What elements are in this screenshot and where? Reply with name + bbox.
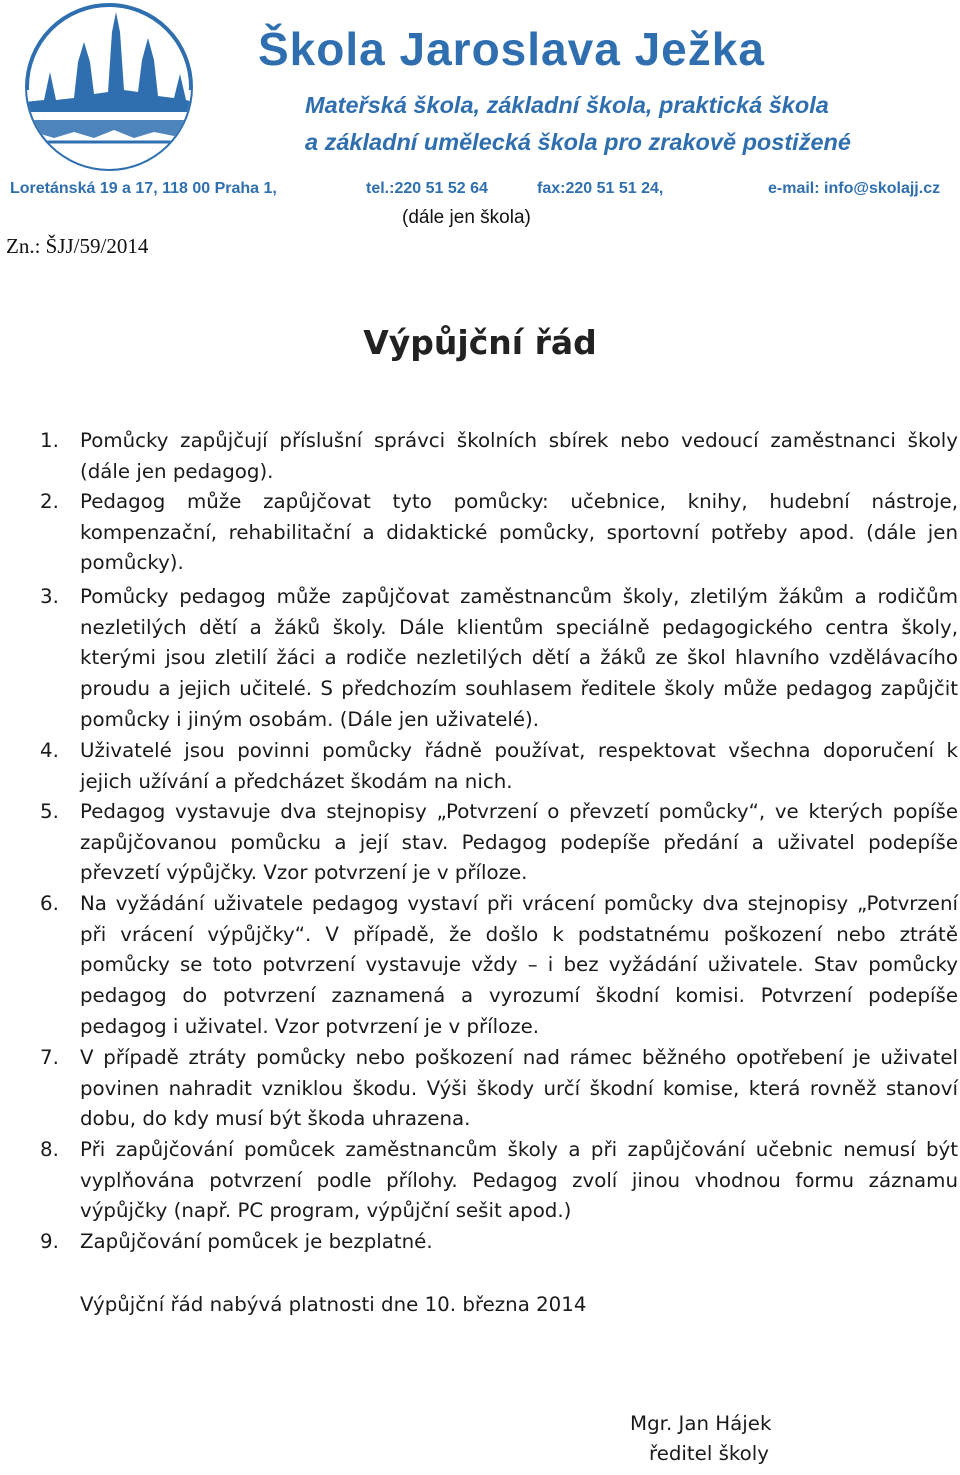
item-number: 3.: [40, 585, 59, 608]
item-number: 4.: [40, 739, 59, 762]
list-item: Uživatelé jsou povinni pomůcky řádně používat, respektovat všechna doporučení k jejich užívání a předcházet škodám na nich.: [80, 739, 958, 793]
school-phone: tel.:220 51 52 64: [366, 180, 488, 197]
list-item: Pomůcky zapůjčují příslušní správci školních sbírek nebo vedoucí zaměstnanci školy (dále jen pedagog).: [80, 429, 958, 483]
school-fax: fax:220 51 51 24,: [537, 180, 664, 197]
item-number: 6.: [40, 892, 59, 915]
list-item: Na vyžádání uživatele pedagog vystaví při vrácení pomůcky dva stejnopisy „Potvrzení při vrácení výpůjčky“. V případě, že došlo k podstatnému poškození nebo ztrátě pomůcky se toto potvrzení vystavuje vždy – i bez vyžádání uživatele. Stav pomůcky pedagog do potvrzení zaznamená a vyrozumí škodní komisi. Potvrzení podepíše pedagog i uživatel. Vzor potvrzení je v příloze.: [80, 892, 958, 1038]
validity-statement: Výpůjční řád nabývá platnosti dne 10. března 2014: [80, 1293, 587, 1316]
dale-jen-skola-note: (dále jen škola): [402, 207, 531, 228]
item-number: 8.: [40, 1138, 59, 1161]
list-item: Pomůcky pedagog může zapůjčovat zaměstnancům školy, zletilým žákům a rodičům nezletilých dětí a žáků školy. Dále klientům speciálně pedagogického centra školy, kterými jsou zletilí žáci a rodiče nezletilých dětí a žáků ze škol hlavního vzdělávacího proudu a jejich učitelé. S předchozím souhlasem ředitele školy může pedagog zapůjčit pomůcky i jiným osobám. (Dále jen uživatelé).: [80, 585, 958, 731]
signatory-name: Mgr. Jan Hájek: [630, 1412, 772, 1435]
item-number: 5.: [40, 800, 59, 823]
prague-castle-logo-icon: [4, 2, 214, 172]
document-title: Výpůjční řád: [363, 323, 597, 362]
school-email: e-mail: info@skolajj.cz: [768, 180, 941, 197]
item-number: 2.: [40, 490, 59, 513]
school-name: Škola Jaroslava Ježka: [258, 23, 765, 75]
signatory-role: ředitel školy: [649, 1442, 769, 1465]
school-subtitle-line1: Mateřská škola, základní škola, praktická škola: [305, 92, 829, 118]
school-address: Loretánská 19 a 17, 118 00 Praha 1,: [10, 180, 277, 197]
list-item: Zapůjčování pomůcek je bezplatné.: [80, 1230, 433, 1253]
item-number: 1.: [40, 429, 59, 452]
school-subtitle-line2: a základní umělecká škola pro zrakově postižené: [305, 129, 851, 155]
list-item: V případě ztráty pomůcky nebo poškození nad rámec běžného opotřebení je uživatel povinen nahradit vzniklou škodu. Výši škody určí škodní komise, která rovněž stanoví dobu, do kdy musí být škoda uhrazena.: [80, 1046, 958, 1131]
list-item: Při zapůjčování pomůcek zaměstnancům školy a při zapůjčování učebnic nemusí být vyplňována potvrzení podle přílohy. Pedagog zvolí jinou vhodnou formu záznamu výpůjčky (např. PC program, výpůjční sešit apod.): [80, 1138, 958, 1223]
item-number: 9.: [40, 1230, 59, 1253]
list-item: Pedagog vystavuje dva stejnopisy „Potvrzení o převzetí pomůcky“, ve kterých popíše zapůjčovanou pomůcku a její stav. Pedagog podepíše předání a uživatel podepíše převzetí výpůjčky. Vzor potvrzení je v příloze.: [80, 800, 958, 885]
list-item: Pedagog může zapůjčovat tyto pomůcky: učebnice, knihy, hudební nástroje, kompenzační, rehabilitační a didaktické pomůcky, sportovní potřeby apod. (dále jen pomůcky).: [80, 490, 958, 575]
item-number: 7.: [40, 1046, 59, 1069]
reference-number: Zn.: ŠJJ/59/2014: [6, 234, 149, 258]
